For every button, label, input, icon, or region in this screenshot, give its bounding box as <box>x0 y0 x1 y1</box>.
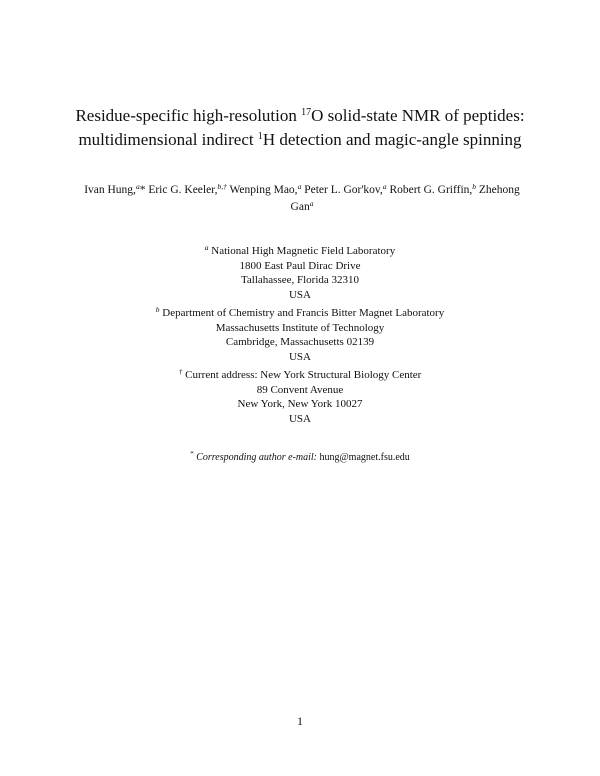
affiliation-current-address: † Current address: New York Structural Biology Center 89 Convent Avenue New York, New York 10027 USA <box>178 367 422 425</box>
author: Wenping Mao,$^a$ <box>229 182 302 196</box>
corresponding-author: * Corresponding author e-mail: hung@magnet.fsu.edu <box>190 450 410 463</box>
author: Zhehong Gan$^a$ <box>290 184 520 213</box>
affiliation-a: $^a$ National High Magnetic Field Laboratory 1800 East Paul Dirac Drive Tallahassee, Florida 32310 USA <box>204 243 396 301</box>
paper-title <box>40 104 560 152</box>
title-line-1: Residue-specific high-resolution $^{17}$O solid-state NMR of peptides: <box>75 106 525 125</box>
page-number: 1 <box>297 714 303 728</box>
affiliation-b: $^b$ Department of Chemistry and Francis Bitter Magnet Laboratory Massachusetts Institute of Technology Cambridge, Massachusetts 02139 USA <box>155 305 445 363</box>
author: Eric G. Keeler,$^{b,\dagger}$ <box>148 182 227 196</box>
corresponding-author-email: hung@magnet.fsu.edu <box>319 452 410 463</box>
author: Peter L. Gor'kov,$^a$ <box>304 182 387 196</box>
author: Ivan Hung,$^a$* <box>84 182 146 196</box>
author: Robert G. Griffin,$^b$ <box>389 182 477 196</box>
corresponding-author-label: Corresponding author e-mail: <box>196 452 317 463</box>
title-superscript-1: 1 <box>257 131 263 142</box>
author-list <box>72 182 532 216</box>
title-line-2: multidimensional indirect $^1$H detection and magic-angle spinning <box>78 130 522 149</box>
title-superscript-17: 17 <box>301 107 312 118</box>
